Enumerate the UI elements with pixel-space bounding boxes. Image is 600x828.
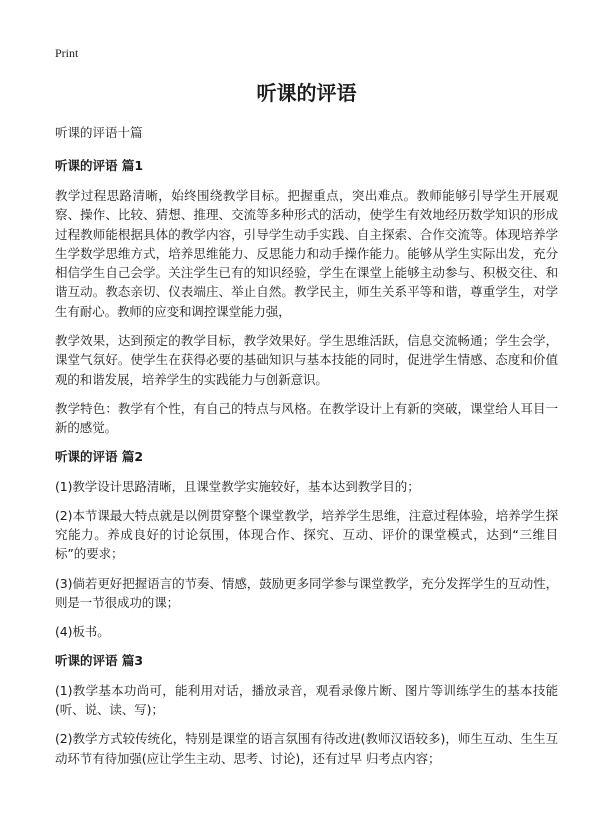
section-paragraph: 教学效果，达到预定的教学目标，教学效果好。学生思维活跃，信息交流畅通；学生会学，课堂气氛好。使学生在获得必要的基础知识与基本技能的同时，促进学生情感、态度和价值观的和谐发展，培养学生的实践能力与创新意识。	[55, 333, 558, 387]
section-3	[55, 652, 558, 768]
section-1	[55, 157, 558, 438]
section-paragraph: (2)本节课最大特点就是以例贯穿整个课堂教学，培养学生思维，注意过程体验，培养学生探究能力。养成良好的讨论氛围，体现合作、探究、互动、评价的课堂模式，达到“三维目标”的要求；	[55, 507, 558, 562]
section-heading: 听课的评语 篇3	[55, 652, 144, 668]
section-paragraph: 教学过程思路清晰，始终围绕教学目标。把握重点，突出难点。教师能够引导学生开展观察、操作、比较、猜想、推理、交流等多种形式的活动，使学生有效地经历数学知识的形成过程教师能根据具体的教学内容，引导学生动手实践、自主探索、合作交流等。体现培养学生学数学思维方式，培养思维能力、反思能力和动手操作能力。能够从学生实际出发，充分相信学生自己会学。关注学生已有的知识经验，学生在课堂上能够主动参与、积极交往、和谐互动。教态亲切、仪表端庄、举止自然。教学民主，师生关系平等和谐，尊重学生，对学生有耐心。教师的应变和调控课堂能力强，	[55, 188, 558, 319]
document-subtitle: 听课的评语十篇	[55, 125, 143, 140]
section-paragraph: (4)板书。	[55, 624, 110, 640]
section-heading: 听课的评语 篇1	[55, 158, 144, 173]
page-title: 听课的评语	[256, 81, 357, 105]
section-paragraph: (1)教学基本功尚可，能利用对话，播放录音，观看录像片断、图片等训练学生的基本技能(听、说、读、写)；	[55, 682, 558, 717]
section-paragraph: (3)倘若更好把握语言的节奏、情感，鼓励更多同学参与课堂教学，充分发挥学生的互动性，则是一节很成功的课；	[55, 575, 558, 611]
section-heading: 听课的评语 篇2	[55, 448, 144, 464]
section-paragraph: (2)教学方式较传统化，特别是课堂的语言氛围有待改进(教师汉语较多)，师生互动、生生互动环节有待加强(应让学生主动、思考、讨论)，还有过早 归考点内容；	[55, 731, 558, 766]
section-2	[55, 448, 558, 642]
section-paragraph: (1)教学设计思路清晰，且课堂教学实施较好，基本达到教学目的；	[55, 478, 420, 494]
print-link[interactable]: Print	[55, 46, 79, 60]
section-paragraph: 教学特色：教学有个性，有自己的特点与风格。在教学设计上有新的突破，课堂给人耳目一新的感觉。	[55, 400, 558, 436]
